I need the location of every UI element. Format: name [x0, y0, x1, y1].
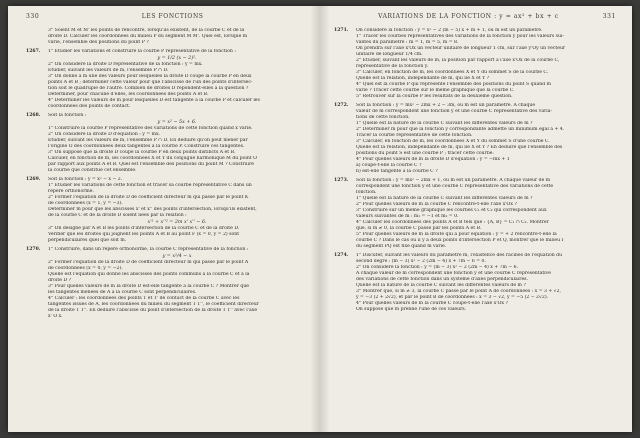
text-line: tion soit le quadruple de l'autre. Combien de droites D répondent-elles à la question ? [48, 86, 249, 91]
text-line: valeur de m correspondent une fonction y et une courbe C représentative des varia- [356, 109, 553, 114]
text-line: tangentes issues de A, les coordonnées du milieu du segment T T'', le coefficient directeur [48, 302, 259, 307]
text-line: 4° Calculer : les coordonnées des points T et T' de contact de la courbe C avec les [48, 296, 240, 301]
text-line: 1° Quelle est la nature de la courbe C suivant les différentes valeurs de m ? [356, 196, 533, 201]
book-spread [8, 6, 632, 432]
text-line: Calculer, en fonction de m, les coordonnées X et Y du conjugué harmonique M du point O [48, 156, 257, 161]
text-line: coordonnées des points de contact. [48, 104, 131, 109]
text-line: 1° Construire, dans un repère orthonormé, la courbe C représentative de la fonction : [48, 247, 249, 252]
text-line: 5° Retrouver sur la courbe P les résultats de la deuxième question. [356, 94, 513, 99]
right-page [320, 6, 632, 432]
text-line: Étudier, suivant les valeurs de m, l'ensemble P ∩ D. [48, 68, 169, 73]
problem-body [356, 253, 616, 313]
text-line: fonction. [356, 190, 377, 195]
text-line: 1° Étudier les variations et construire la courbe P représentative de la fonction : [48, 49, 236, 54]
text-line: Déterminer, pour chacune d'elles, les coordonnées des points A et B. [48, 92, 209, 97]
problem-body [48, 247, 306, 320]
problem-body [48, 113, 306, 174]
text-line: les tangentes menées de A à la courbe C sont perpendiculaires. [48, 290, 197, 295]
text-line: 3° On donne à m une des valeurs pour lesquelles la droite D coupe la courbe P en deux [48, 74, 252, 79]
problem [26, 49, 306, 110]
problem-number: 1272. [334, 103, 349, 108]
formula: x'² + x''² = 2m x' x'' − 6. [147, 220, 207, 225]
formula: y = x²/4 − x [162, 254, 192, 259]
text-line: 2° Pour quelles valeurs de m la courbe C rencontre-t-elle l'axe x'Ox ? [356, 202, 517, 207]
right-header [334, 13, 616, 20]
problem-number: 1270. [26, 247, 41, 252]
problem-body [356, 28, 616, 100]
text-line: 1° Étudier les variations de cette fonction et tracer sa courbe représentative C dans un [48, 183, 252, 188]
text-line: 2° On considère la droite D représentative de la fonction : y = mx. [48, 62, 203, 67]
text-line: 2° Former l'équation de la droite D de coefficient directeur m qui passe par le point K [48, 195, 249, 200]
text-line: Soit la fonction : y = x² − x − 2. [48, 177, 123, 182]
formula: y = x² − 5x + 6. [157, 120, 197, 125]
text-line: Soit la fonction : y = mx² − 2mx + 2 − 3m, où m est un paramètre. À chaque [356, 103, 536, 108]
text-line: 2° On considère la droite D d'équation : y = mx. [48, 132, 161, 137]
text-line: 4° Déterminer les valeurs de m pour lesquelles D est tangente à la courbe P et calculer les [48, 98, 260, 103]
left-page [8, 6, 320, 432]
problem [334, 28, 616, 100]
problem-body [48, 28, 306, 46]
text-line: 3° Calculer, en fonction de m, les coordonnées X et Y du sommet S de la courbe C. [356, 70, 549, 75]
text-line: droite D. Calculer les coordonnées du milieu P du segment M M'. Quel est, lorsque m [48, 34, 248, 39]
text-line: droite D ? [48, 278, 72, 283]
text-line: Déterminer m pour que les abscisses x' et x'' des points d'intersection, lorsqu'ils existent, [48, 207, 257, 212]
left-header [26, 13, 306, 20]
text-line: 3° Calculer, en fonction de m, les coordonnées X et Y du sommet S d'une courbe C. [356, 139, 550, 144]
left-page-number: 330 [26, 13, 40, 20]
text-line: 3° Soient M et M' les points de rencontre, lorsqu'ils existent, de la courbe C et de la [48, 28, 245, 33]
text-line: unitaire de longueur 1/4 cm. [356, 52, 423, 57]
text-line: correspondent une fonction y et une courbe C représentative des variations de cette [356, 184, 554, 189]
text-line: points A et B ; déterminer cette valeur pour que l'abscisse de l'un des points d'intersec- [48, 80, 253, 85]
text-line: 5° Pour quelles valeurs de m la droite qui a pour équation : y = + 2 rencontre-t-elle la [356, 232, 557, 237]
text-line: valeurs suivantes de m : m₁ = −1 et m₂ = 0. [356, 214, 459, 219]
text-line: tions de cette fonction. [356, 115, 410, 120]
text-line: repère orthonormé. [48, 189, 94, 194]
text-line: On prendra sur l'axe x'Ox un vecteur unitaire de longueur 1 cm, sur l'axe y'Oy un vecteur [356, 46, 566, 51]
text-line: représentative de la fonction y. [356, 64, 429, 69]
text-line: Quelle est la relation, indépendante de m, qui lie X et Y ? [356, 76, 490, 81]
text-line: second degré : (m − 3) x² − 2 (2m − 4) x + 7m − 6 = 0. [356, 259, 486, 264]
text-line: par rapport aux points A et B. Quel est l'ensemble des positions du point M ? Construire [48, 162, 254, 167]
text-line: x' O x. [48, 314, 63, 319]
text-line: b) est-elle tangente à la courbe C ? [356, 169, 438, 174]
problem [26, 28, 306, 46]
text-line: la courbe que constitue cet ensemble. [48, 168, 137, 173]
text-line: de coordonnées (x = 0, y = −2). [48, 266, 123, 271]
problem-number: 1271. [334, 28, 349, 33]
problem [26, 177, 306, 244]
problem-body [48, 49, 306, 110]
text-line: 3° On désigne par A et B les points d'intersection de la courbe C et de la droite D. [48, 226, 240, 231]
right-page-number: 331 [602, 13, 616, 20]
text-line: varie ? Tracer cette courbe sur le même graphique que la courbe C. [356, 88, 515, 93]
left-running-head: LES FONCTIONS [141, 13, 204, 20]
right-running-head: VARIATIONS DE LA FONCTION : y = ax² + bx + c [378, 13, 559, 20]
text-line: y = −3 (2 + 2√2), et par le point B de coordonnées : x = 3 − √2, y = −5 (2 − 2√2). [356, 295, 549, 300]
problem [26, 247, 306, 320]
problem-body [48, 177, 306, 244]
text-line: 4° Pour quelles valeurs de m la droite D d'équation : y = −mx + 1 [356, 157, 510, 162]
text-line: 1° Tracer les courbes représentatives des variations de la fonction y pour les valeurs sui- [356, 34, 565, 39]
problem-body [356, 178, 616, 250]
text-line: de coordonnées (x = 1, y = −3). [48, 201, 123, 206]
text-line: positions du point S est une courbe P ; tracer cette courbe. [356, 151, 494, 156]
text-line: 1° Discuter, suivant les valeurs du paramètre m, l'existence des racines de l'équation du [356, 253, 563, 258]
text-line: de la droite T T''. En déduire l'abscisse du point d'intersection de la droite T T'' avec l'axe [48, 308, 258, 313]
text-line: À chaque valeur de m correspondent une fonction y et une courbe C représentative [356, 271, 551, 276]
text-line: que, si m ≠ 0, la courbe C passe par les points A et B. [356, 226, 482, 231]
problem [26, 113, 306, 174]
text-line: 2° Déterminer m pour que la fonction y correspondante admette un minimum égal à + 4. [356, 127, 565, 132]
text-line: On suppose que m prenne l'une de ces valeurs. [356, 307, 467, 312]
text-line: Quelle est l'équation qui donne les abscisses des points communs à la courbe C et à la [48, 272, 250, 277]
problem-number: 1268. [26, 113, 41, 118]
text-line: Quelle est la relation, indépendante de m, qui lie X et Y ? En déduire que l'ensemble des [356, 145, 563, 150]
problem [334, 253, 616, 313]
text-line: des variations de cette fonction dans un système d'axes perpendiculaires. [356, 277, 528, 282]
text-line: varie, l'ensemble des positions du point P ? [48, 40, 149, 45]
problem-body [356, 103, 616, 175]
text-line: l'origine O des coordonnées deux tangentes à la courbe P. Construire ces tangentes. [48, 144, 245, 149]
problem-number: 1267. [26, 49, 41, 54]
text-line: Tracer la courbe représentative de cette fonction. [356, 133, 473, 138]
problem [334, 103, 616, 175]
text-line: 4° Pour quelles valeurs de m la courbe C coupe-t-elle l'axe x'Ox ? [356, 301, 508, 306]
text-line: 1° Quelle est la nature de la courbe C suivant les différentes valeurs de m ? [356, 121, 533, 126]
text-line: Étudier, suivant les valeurs de m, l'ensemble P ∩ D. En déduire qu'on peut mener par [48, 138, 248, 143]
right-content [334, 28, 616, 313]
problem-number [26, 28, 48, 46]
text-line: du segment PQ est fixe quand m varie. [356, 244, 447, 249]
text-line: On considère la fonction : y = x² − 2 (m − 5) x + m + 1, où m est un paramètre. [356, 28, 543, 33]
text-line: 3° Montrer que, si m ≠ 3, la courbe C passe par le point A de coordonnées : x = 3 + √2, [356, 289, 562, 294]
text-line: a) coupe-t-elle la courbe C ? [356, 163, 422, 168]
text-line: Soit la fonction : y = mx² − 2mx + 1, où m est un paramètre. À chaque valeur de m [356, 178, 551, 183]
problem-number: 1269. [26, 177, 41, 182]
problem-number: 1274. [334, 253, 349, 258]
text-line: 3° Construire sur un même graphique les courbes C₁ et C₂ qui correspondent aux [356, 208, 547, 213]
text-line: 2° Étudier, suivant les valeurs de m, la position par rapport à l'axe x'Ox de la courbe C, [356, 58, 560, 63]
formula: y = 1/2 (x − 2)². [157, 56, 197, 61]
left-content [26, 28, 306, 320]
text-line: 3° Pour quelles valeurs de m la droite D est-elle tangente à la courbe C ? Montrer que [48, 284, 250, 289]
text-line: de la courbe C et de la droite D soient liées par la relation : [48, 213, 187, 218]
text-line: 2° On considère la fonction : y = (m − 3) x² − 2 (2m − 4) x + 7m − 6. [356, 265, 519, 270]
text-line: 3° On suppose que la droite D coupe la courbe P en deux points distincts A et B. [48, 150, 236, 155]
text-line: 1° Construire la courbe P représentative des variations de cette fonction quand x varie. [48, 126, 253, 131]
text-line: perpendiculaires quel que soit m. [48, 238, 127, 243]
problem-number: 1273. [334, 178, 349, 183]
problem [334, 178, 616, 250]
text-line: Quelle est la nature de la courbe C suivant les différentes valeurs de m ? [356, 283, 526, 288]
text-line: 4° Calculer les coordonnées des points A et B tels que : {A, B} = C₁ ∩ C₂. Montrer [356, 220, 549, 225]
text-line: vantes du paramètre : m = 1, m = 5, m = 8. [356, 40, 459, 45]
text-line: Vérifier que les droites qui joignent les points A et B au point F (x = 0, y = 2) sont [48, 232, 240, 237]
text-line: 2° Former l'équation de la droite D de coefficient directeur m qui passe par le point A [48, 260, 249, 265]
text-line: Soit la fonction : [48, 113, 87, 118]
text-line: 4° Quel est la courbe P qui représente l'ensemble des positions du point S quand m [356, 82, 551, 87]
text-line: courbe C ? Dans le cas où il y a deux points d'intersection P et Q, montrer que le milieu I [356, 238, 564, 243]
